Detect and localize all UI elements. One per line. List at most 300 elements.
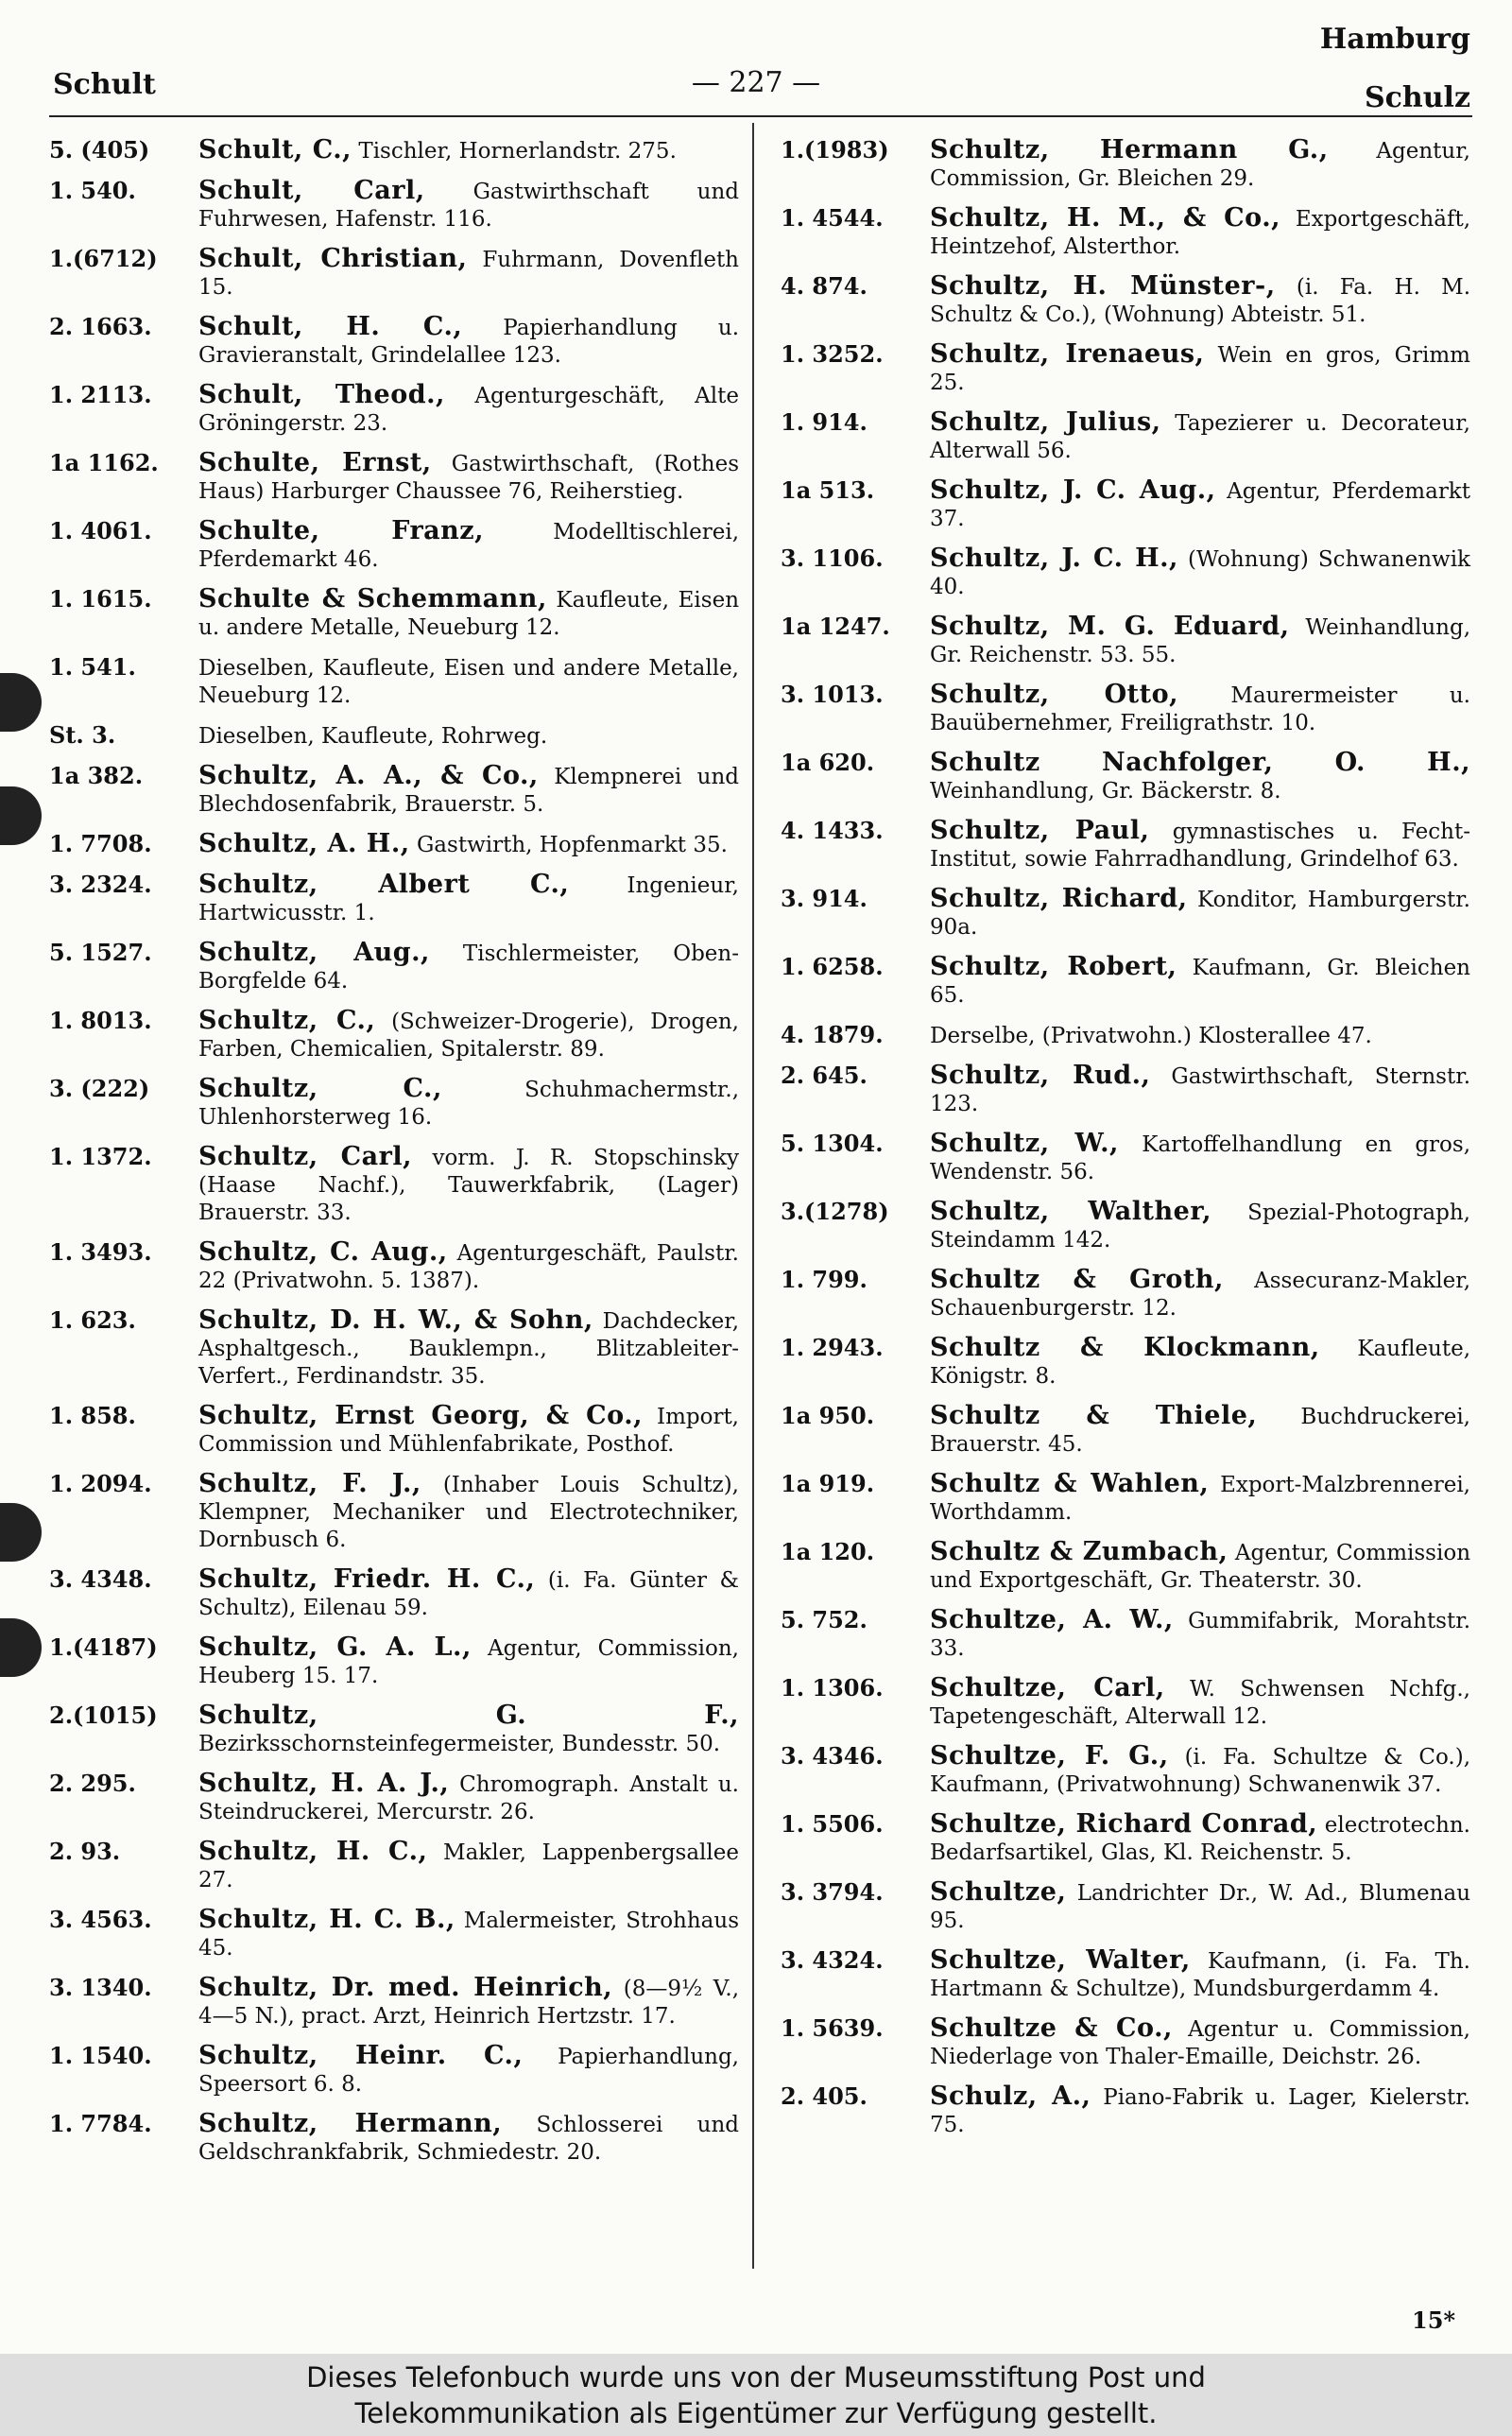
entry-details: Gastwirthschaft, (Rothes Haus) Harburger Chaussee 76, Reiherstieg. [198, 452, 739, 504]
phone-number: 2. 645. [781, 1062, 868, 1089]
entry-details: vorm. J. R. Stopschinsky (Haase Nachf.), Tauwerkfabrik, (Lager) Brauerstr. 33. [198, 1146, 739, 1225]
phone-number: 2.(1015) [49, 1702, 158, 1729]
entry-details: Malermeister, Strohhaus 45. [198, 1909, 740, 1961]
directory-entry [49, 2110, 739, 2167]
entry-name: Schultz, Irenaeus, [930, 339, 1205, 369]
entry-details: (i. Fa. Schultze & Co.), Kaufmann, (Privatwohnung) Schwanenwik 37. [930, 1745, 1471, 1797]
phone-number: 1. 5639. [781, 2014, 884, 2042]
directory-entry [781, 1130, 1470, 1186]
entry-details: Agentur, Commission und Exportgeschäft, Gr. Theaterstr. 30. [930, 1541, 1471, 1593]
entry-text [930, 340, 1470, 397]
entry-name: Schulte, Ernst, [198, 448, 432, 477]
entry-details: (i. Fa. Günter & Schultz), Eilenau 59. [198, 1568, 740, 1620]
entry-details: Dieselben, Kaufleute, Rohrweg. [198, 724, 548, 749]
entry-details: (i. Fa. H. M. Schultz & Co.), (Wohnung) Abteistr. 51. [930, 275, 1471, 327]
entry-details: Gummifabrik, Morahtstr. 33. [930, 1609, 1471, 1661]
entry-details: Maurermeister u. Bauübernehmer, Freiligrathstr. 10. [930, 683, 1470, 735]
phone-number: 3. 4346. [781, 1742, 884, 1770]
phone-number: 3. 1340. [49, 1974, 152, 2001]
entry-name: Schultz, H. Münster-, [930, 271, 1276, 301]
entry-text [930, 544, 1470, 601]
entry-details: Agentur, Pferdemarkt 37. [930, 479, 1470, 531]
directory-entry [781, 1674, 1470, 1731]
entry-name: Schultz, Julius, [930, 407, 1161, 437]
directory-entry [49, 517, 739, 574]
directory-entry [781, 1538, 1470, 1595]
entry-text [930, 272, 1470, 329]
entry-name: Schultz, J. C. H., [930, 544, 1178, 573]
directory-entry [781, 1742, 1470, 1799]
entry-text [198, 1906, 739, 1962]
phone-number: 1. 2943. [781, 1334, 884, 1361]
phone-number: 4. 1879. [781, 1021, 884, 1048]
directory-entry [781, 1810, 1470, 1867]
directory-entry [49, 2042, 739, 2099]
entry-details: Klempnerei und Blechdosenfabrik, Brauerstr. 5. [198, 765, 740, 817]
phone-number: 1. 5506. [781, 1810, 884, 1838]
entry-name: Schultz, G. A. L., [198, 1633, 472, 1662]
phone-number: 1a 382. [49, 762, 144, 789]
entry-text [930, 1538, 1470, 1595]
directory-entry [781, 749, 1470, 805]
entry-details: Dachdecker, Asphaltgesch., Bauklempn., Blitzableiter-Verfert., Ferdinandstr. 35. [198, 1309, 740, 1389]
directory-entry [49, 1770, 739, 1826]
entry-text [198, 2042, 739, 2099]
phone-number: 1a 620. [781, 749, 875, 776]
phone-number: 1.(1983) [781, 136, 889, 164]
entry-text [930, 1674, 1470, 1731]
phone-number: 1. 858. [49, 1402, 136, 1429]
left-column [49, 136, 739, 2178]
phone-number: 3. (222) [49, 1075, 150, 1102]
entry-text [198, 1565, 739, 1622]
entry-details: Modelltischlerei, Pferdemarkt 46. [198, 520, 739, 572]
entry-text [198, 313, 739, 370]
entry-details: Chromograph. Anstalt u. Steindruckerei, Mercurstr. 26. [198, 1772, 739, 1824]
entry-details: Konditor, Hamburgerstr. 90a. [930, 888, 1470, 940]
phone-number: 1. 1615. [49, 585, 152, 613]
entry-text [198, 1007, 739, 1063]
entry-text [198, 721, 739, 751]
entry-text [930, 1130, 1470, 1186]
entry-text [198, 1838, 739, 1894]
directory-entry [49, 1238, 739, 1295]
phone-number: 5. (405) [49, 136, 150, 164]
entry-details: Gastwirth, Hopfenmarkt 35. [416, 833, 728, 857]
phone-number: 1. 1540. [49, 2042, 152, 2069]
entry-text [198, 1974, 739, 2030]
directory-entry [781, 885, 1470, 942]
entry-text [930, 2082, 1470, 2139]
entry-text [930, 749, 1470, 805]
directory-entry [781, 1606, 1470, 1663]
entry-details: Agentur u. Commission, Niederlage von Thaler-Emaille, Deichstr. 26. [930, 2017, 1470, 2069]
directory-entry [781, 408, 1470, 465]
entry-text [930, 1606, 1470, 1663]
directory-entry [49, 1470, 739, 1554]
entry-details: Weinhandlung, Gr. Bäckerstr. 8. [930, 779, 1281, 803]
phone-number: 3. 1106. [781, 544, 884, 572]
phone-number: 1. 623. [49, 1306, 136, 1334]
directory-entry [781, 544, 1470, 601]
entry-name: Schultz, H. A. J., [198, 1769, 450, 1798]
entry-name: Schultz & Klockmann, [930, 1333, 1320, 1362]
punch-hole-icon [0, 1503, 42, 1562]
entry-text [198, 136, 739, 165]
entry-details: Schlosserei und Geldschrankfabrik, Schmiedestr. 20. [198, 2113, 740, 2165]
directory-entry [781, 953, 1470, 1010]
entry-text [198, 1633, 739, 1690]
entry-details: Kartoffelhandlung en gros, Wendenstr. 56. [930, 1132, 1471, 1184]
entry-name: Schultz, Rud., [930, 1061, 1151, 1090]
entry-text [930, 1334, 1470, 1391]
entry-name: Schultze, Richard Conrad, [930, 1809, 1318, 1839]
phone-number: 1. 2094. [49, 1470, 152, 1497]
entry-name: Schultz, Paul, [930, 816, 1150, 845]
directory-entry [781, 204, 1470, 261]
directory-entry [49, 762, 739, 819]
entry-name: Schultz, Dr. med. Heinrich, [198, 1973, 613, 2002]
entry-name: Schultze, F. G., [930, 1741, 1169, 1771]
phone-number: 1a 513. [781, 476, 875, 504]
directory-entry [49, 177, 739, 233]
footer-line-2: Telekommunikation als Eigentümer zur Verfügung gestellt. [354, 2397, 1158, 2429]
entry-details: Tischler, Hornerlandstr. 275. [358, 139, 677, 164]
entry-name: Schultz, Carl, [198, 1142, 413, 1171]
directory-entry [781, 1062, 1470, 1118]
entry-name: Schultz, H. C., [198, 1837, 428, 1866]
phone-number: 3. 1013. [781, 681, 884, 708]
entry-text [198, 2110, 739, 2167]
phone-number: St. 3. [49, 721, 116, 749]
phone-number: 1. 4544. [781, 204, 884, 232]
entry-text [198, 585, 739, 642]
entry-name: Schultz, J. C. Aug., [930, 475, 1216, 505]
entry-name: Schultz, Friedr. H. C., [198, 1564, 536, 1594]
directory-entry [781, 1402, 1470, 1459]
directory-entry [49, 381, 739, 438]
punch-hole-icon [0, 1618, 42, 1677]
directory-entry [49, 1633, 739, 1690]
entry-name: Schultz & Wahlen, [930, 1469, 1210, 1498]
directory-entry [49, 1565, 739, 1622]
phone-number: 3. 3794. [781, 1878, 884, 1906]
entry-text [930, 1266, 1470, 1322]
entry-name: Schultz Nachfolger, O. H., [930, 748, 1470, 777]
entry-text [198, 762, 739, 819]
phone-number: 2. 295. [49, 1770, 136, 1797]
directory-entry [49, 1007, 739, 1063]
entry-details: Bezirksschornsteinfegermeister, Bundesstr. 50. [198, 1732, 721, 1756]
directory-entry [781, 272, 1470, 329]
entry-name: Schultz, Aug., [198, 938, 430, 967]
entry-text [930, 1878, 1470, 1935]
phone-number: 3. 4348. [49, 1565, 152, 1593]
phone-number: 5. 752. [781, 1606, 868, 1633]
punch-hole-icon [0, 673, 42, 732]
directory-entry [49, 1143, 739, 1227]
entry-text [930, 1198, 1470, 1254]
entry-details: Wein en gros, Grimm 25. [930, 343, 1470, 395]
entry-details: Ingenieur, Hartwicusstr. 1. [198, 873, 739, 925]
entry-details: Tapezierer u. Decorateur, Alterwall 56. [930, 411, 1470, 463]
directory-entry [49, 1306, 739, 1391]
directory-entry [49, 1974, 739, 2030]
entry-name: Schultz, G. F., [198, 1701, 739, 1730]
entry-text [198, 1075, 739, 1132]
entry-details: (Schweizer-Drogerie), Drogen, Farben, Chemicalien, Spitalerstr. 89. [198, 1010, 739, 1062]
entry-details: Tischlermeister, Oben-Borgfelde 64. [198, 942, 739, 993]
directory-entry [49, 585, 739, 642]
directory-entry [49, 136, 739, 165]
entry-name: Schultz, Hermann, [198, 2109, 503, 2138]
directory-entry [49, 1906, 739, 1962]
entry-name: Schult, C., [198, 135, 352, 164]
directory-entry [781, 1021, 1470, 1050]
directory-entry [49, 939, 739, 995]
phone-number: 1a 1162. [49, 449, 159, 476]
entry-details: Buchdruckerei, Brauerstr. 45. [930, 1405, 1470, 1457]
entry-details: Spezial-Photograph, Steindamm 142. [930, 1201, 1470, 1253]
entry-details: Agentur, Commission, Gr. Bleichen 29. [930, 139, 1470, 191]
page-number: — 227 — [691, 66, 821, 99]
entry-name: Schultz, Richard, [930, 884, 1188, 913]
entry-text [198, 830, 739, 859]
phone-number: 1a 950. [781, 1402, 875, 1429]
entry-text [930, 2014, 1470, 2071]
entry-text [198, 1470, 739, 1554]
phone-number: 1. 2113. [49, 381, 152, 408]
directory-entry [49, 721, 739, 751]
entry-name: Schultz, D. H. W., & Sohn, [198, 1305, 593, 1335]
entry-name: Schulte, Franz, [198, 516, 485, 545]
entry-text [930, 953, 1470, 1010]
phone-number: 1. 3252. [781, 340, 884, 368]
phone-number: 1. 799. [781, 1266, 868, 1293]
entry-name: Schult, Carl, [198, 176, 425, 205]
entry-name: Schultz, W., [930, 1129, 1119, 1158]
phone-number: 1. 7708. [49, 830, 152, 857]
entry-details: (Inhaber Louis Schultz), Klempner, Mechaniker und Electrotechniker, Dornbusch 6. [198, 1473, 739, 1552]
entry-name: Schultz, Robert, [930, 952, 1177, 981]
entry-text [930, 476, 1470, 533]
punch-hole-icon [0, 786, 42, 845]
directory-entry [781, 1946, 1470, 2003]
entry-text [930, 1946, 1470, 2003]
entry-text [930, 1742, 1470, 1799]
entry-text [930, 885, 1470, 942]
entry-text [198, 381, 739, 438]
phone-number: 1. 1372. [49, 1143, 152, 1170]
entry-details: Landrichter Dr., W. Ad., Blumenau 95. [930, 1881, 1471, 1933]
entry-details: Weinhandlung, Gr. Reichenstr. 53. 55. [930, 615, 1471, 667]
phone-number: 1. 6258. [781, 953, 884, 980]
directory-entry [49, 1702, 739, 1758]
entry-details: gymnastisches u. Fecht-Institut, sowie Fahrradhandlung, Grindelhof 63. [930, 820, 1470, 872]
phone-number: 2. 405. [781, 2082, 868, 2110]
footer-notice [0, 2354, 1512, 2436]
entry-name: Schult, H. C., [198, 312, 463, 341]
entry-name: Schultze, [930, 1877, 1067, 1907]
entry-text [930, 1470, 1470, 1527]
entry-text [198, 1306, 739, 1391]
entry-text [930, 408, 1470, 465]
directory-entry [781, 340, 1470, 397]
entry-details: Derselbe, (Privatwohn.) Klosterallee 47. [930, 1024, 1372, 1048]
entry-details: (8—9½ V., 4—5 N.), pract. Arzt, Heinrich Hertzstr. 17. [198, 1977, 740, 2029]
entry-name: Schultz, A. A., & Co., [198, 761, 539, 790]
entry-name: Schultz, M. G. Eduard, [930, 612, 1290, 641]
header-city: Hamburg [1319, 23, 1470, 56]
phone-number: 1. 7784. [49, 2110, 152, 2137]
entry-text [930, 1810, 1470, 1867]
entry-details: Makler, Lappenbergsallee 27. [198, 1840, 739, 1892]
entry-name: Schultz & Thiele, [930, 1401, 1258, 1430]
entry-text [198, 177, 739, 233]
header-left-keyword: Schult [53, 68, 156, 101]
entry-details: Dieselben, Kaufleute, Eisen und andere Metalle, Neueburg 12. [198, 656, 739, 708]
entry-details: Exportgeschäft, Heintzehof, Alsterthor. [930, 207, 1471, 259]
directory-entry [49, 313, 739, 370]
entry-name: Schultze, Walter, [930, 1945, 1191, 1975]
directory-entry [49, 1075, 739, 1132]
entry-text [930, 613, 1470, 669]
entry-text [198, 449, 739, 506]
entry-text [198, 245, 739, 302]
phone-number: 3. 914. [781, 885, 868, 912]
entry-text [930, 1021, 1470, 1050]
phone-number: 5. 1304. [781, 1130, 884, 1157]
entry-details: Import, Commission und Mühlenfabrikate, Posthof. [198, 1405, 739, 1457]
entry-name: Schultze & Co., [930, 2013, 1173, 2043]
phone-number: 2. 1663. [49, 313, 152, 340]
entry-name: Schult, Christian, [198, 244, 468, 273]
entry-name: Schultz, H. C. B., [198, 1905, 455, 1934]
entry-details: Kaufmann, (i. Fa. Th. Hartmann & Schultze), Mundsburgerdamm 4. [930, 1949, 1470, 2001]
entry-details: Piano-Fabrik u. Lager, Kielerstr. 75. [930, 2085, 1470, 2137]
entry-details: Kaufleute, Eisen u. andere Metalle, Neueburg 12. [198, 588, 740, 640]
entry-text [930, 681, 1470, 737]
directory-entry [781, 1878, 1470, 1935]
directory-entry [781, 1334, 1470, 1391]
entry-details: Kaufleute, Königstr. 8. [930, 1337, 1471, 1389]
entry-name: Schultz & Zumbach, [930, 1537, 1228, 1566]
entry-text [198, 1143, 739, 1227]
directory-entry [49, 245, 739, 302]
directory-entry [781, 2082, 1470, 2139]
entry-name: Schultz, C., [198, 1074, 442, 1103]
phone-number: 1. 914. [781, 408, 868, 436]
entry-name: Schultz, Heinr. C., [198, 2041, 524, 2070]
phone-number: 1.(6712) [49, 245, 158, 272]
entry-details: Fuhrmann, Dovenfleth 15. [198, 248, 739, 300]
phone-number: 1. 4061. [49, 517, 152, 544]
entry-details: Export-Malzbrennerei, Worthdamm. [930, 1473, 1470, 1525]
entry-name: Schultz, Ernst Georg, & Co., [198, 1401, 643, 1430]
entry-text [198, 1402, 739, 1459]
phone-number: 1a 919. [781, 1470, 875, 1497]
entry-details: Gastwirthschaft, Sternstr. 123. [930, 1064, 1471, 1116]
directory-entry [49, 1402, 739, 1459]
entry-text [198, 1702, 739, 1758]
directory-entry [49, 449, 739, 506]
entry-details: (Wohnung) Schwanenwik 40. [930, 547, 1470, 599]
entry-details: Assecuranz-Makler, Schauenburgerstr. 12. [930, 1269, 1471, 1321]
phone-number: 1a 120. [781, 1538, 875, 1565]
directory-entry [49, 830, 739, 859]
entry-text [198, 517, 739, 574]
entry-details: Agentur, Commission, Heuberg 15. 17. [198, 1636, 739, 1688]
header-rule [49, 115, 1472, 117]
entry-name: Schultze, A. W., [930, 1605, 1174, 1634]
folio-mark: 15* [1412, 2306, 1455, 2334]
entry-details: Papierhandlung u. Gravieranstalt, Grindelallee 123. [198, 316, 740, 368]
phone-number: 3.(1278) [781, 1198, 889, 1225]
entry-name: Schultz, Walther, [930, 1197, 1211, 1226]
entry-text [198, 871, 739, 927]
entry-name: Schultz, Hermann G., [930, 135, 1329, 164]
entry-text [930, 1062, 1470, 1118]
directory-entry [781, 817, 1470, 873]
entry-text [198, 1770, 739, 1826]
phone-number: 1. 3493. [49, 1238, 152, 1266]
entry-text [930, 136, 1470, 193]
phone-number: 4. 1433. [781, 817, 884, 844]
phone-number: 1.(4187) [49, 1633, 158, 1661]
entry-text [930, 1402, 1470, 1459]
phone-number: 3. 2324. [49, 871, 152, 898]
directory-entry [781, 1266, 1470, 1322]
column-divider [752, 123, 754, 2269]
entry-name: Schultz, C. Aug., [198, 1237, 448, 1267]
entry-details: Agenturgeschäft, Paulstr. 22 (Privatwohn. 5. 1387). [198, 1241, 739, 1293]
phone-number: 1. 8013. [49, 1007, 152, 1034]
directory-entry [781, 476, 1470, 533]
phone-number: 1. 1306. [781, 1674, 884, 1702]
phone-number: 2. 93. [49, 1838, 121, 1865]
entry-details: electrotechn. Bedarfsartikel, Glas, Kl. Reichenstr. 5. [930, 1813, 1470, 1865]
entry-details: Agenturgeschäft, Alte Gröningerstr. 23. [198, 384, 739, 436]
directory-entry [49, 1838, 739, 1894]
entry-name: Schultz, Otto, [930, 680, 1178, 709]
entry-text [198, 653, 739, 710]
phone-number: 3. 4324. [781, 1946, 884, 1974]
entry-text [930, 204, 1470, 261]
entry-details: Schuhmachermstr., Uhlenhorsterweg 16. [198, 1078, 740, 1130]
header-right-keyword: Schulz [1365, 81, 1470, 114]
directory-entry [781, 136, 1470, 193]
directory-entry [49, 653, 739, 710]
entry-name: Schultz, F. J., [198, 1469, 421, 1498]
entry-text [198, 1238, 739, 1295]
entry-name: Schultz, A. H., [198, 829, 410, 858]
directory-entry [781, 613, 1470, 669]
entry-name: Schulte & Schemmann, [198, 584, 547, 613]
entry-text [930, 817, 1470, 873]
entry-name: Schultz, Albert C., [198, 870, 570, 899]
entry-name: Schult, Theod., [198, 380, 445, 409]
entry-name: Schultz, H. M., & Co., [930, 203, 1281, 233]
phone-number: 5. 1527. [49, 939, 152, 966]
entry-name: Schultze, Carl, [930, 1673, 1165, 1702]
entry-text [198, 939, 739, 995]
entry-details: Kaufmann, Gr. Bleichen 65. [930, 956, 1470, 1008]
entry-name: Schulz, A., [930, 2082, 1091, 2111]
footer-line-1: Dieses Telefonbuch wurde uns von der Museumsstiftung Post und [306, 2361, 1206, 2393]
phone-number: 4. 874. [781, 272, 868, 300]
phone-number: 1. 541. [49, 653, 136, 681]
phone-number: 1. 540. [49, 177, 136, 204]
